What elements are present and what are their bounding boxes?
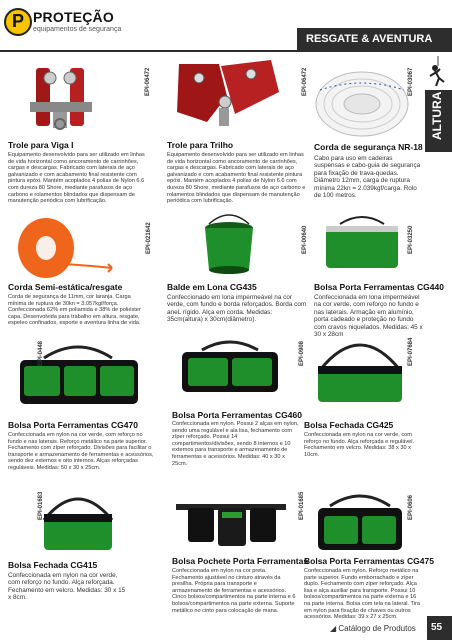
logo-mark	[4, 8, 32, 36]
logo-letter: P	[12, 11, 25, 31]
product-card	[166, 330, 305, 480]
header-divider	[0, 50, 452, 52]
product-title: Trole para Viga I	[8, 140, 74, 150]
page-number	[427, 616, 452, 640]
product-title: Bolsa Fechada CG425	[304, 420, 394, 430]
footer-label: Catálogo de Produtos	[338, 624, 416, 633]
product-title: Corda Semi-estática/resgate	[8, 282, 123, 292]
trolley-rail-image	[159, 56, 299, 136]
product-description: Confeccionada em lona impermeável na cor verde, com reforço no fundo e nas laterais. Armação em alumínio, porta cadeado e proteção no fundo com cravos niquelados. Medidas: 45 x 30 x 28cm	[314, 294, 423, 339]
product-code: EPI-06472	[302, 67, 308, 96]
product-card	[159, 206, 309, 326]
product-card	[4, 206, 154, 326]
product-title: Bolsa Porta Ferramentas CG440	[314, 282, 444, 292]
product-description: Corda de segurança de 11mm, cor laranja. Carga mínima de ruptura de 30kn = 3.057kgf/força. Confeccionada 62% em poliamida e 38% de poliéster capa. Desenvolvida para trabalho em altura, resgate, espeleo confinados, esporte e aventura linha de vida.	[8, 294, 141, 327]
product-description: Cabo para uso em cadeiras suspensas e cabo-guia de segurança para fixação de trava-quedas. Diâmetro 12mm, carga de ruptura mínima 22kn = 2.039kgf/carga. Rolo de 100 metros.	[314, 155, 421, 200]
product-description: Confeccionada em nylon. Reforço metálico na parte superior. Fundo emborrachado e zíper duplo. Fechamento com zíper reforçado. Alça lisa e alça auxiliar para transporte. Possui 10 bolsos/compartimentos na parte externa e 16 na parte interna. Bolsa com tela na lateral. Tira em nylon para fixação de chaves ou outros acessórios. Medidas: 39 x 27 x 25cm.	[304, 568, 420, 621]
product-description: Confeccionada em nylon na cor verde, com reforço no fundo. Alça reforçada e regulável. Fechamento em velcro. Medidas: 38 x 30 x 10cm.	[304, 432, 415, 458]
trolley-beam-image	[4, 56, 124, 136]
rope-coil-image	[310, 56, 414, 140]
product-card	[4, 56, 154, 206]
brand-logo	[4, 6, 122, 44]
product-card	[310, 206, 444, 339]
product-title: Bolsa Fechada CG415	[8, 560, 98, 570]
product-code: EPI-03067	[408, 67, 414, 96]
page-number-value: 55	[431, 622, 443, 633]
product-description: Confeccionada em nylon na cor verde, com reforço no fundo. Alça reforçada. Fechamento em velcro. Medidas: 30 x 15 x 8cm.	[8, 572, 126, 602]
product-description: Equipamento desenvolvido para ser utilizado em linhas de vida horizontal como ancoramento de carrinhões, cargas e descargas. Fabricado com laterais de aço galvanizado e com acabamento final resistente pintura epóxi. Mantém acoplados 4 polias de Nylon 6.6 com dureza 80 Shore, mediante parafusos de aço carbono e rolamentos blindados que dispensam de manutenção periódica com lubrificação.	[167, 152, 306, 205]
product-title: Balde em Lona CG435	[167, 282, 257, 292]
product-code: EPI-021642	[146, 222, 152, 254]
header	[0, 0, 452, 52]
product-title: Bolsa Porta Ferramentas CG460	[172, 410, 302, 420]
climber-icon	[427, 56, 449, 88]
product-code: EPI-06472	[145, 67, 151, 96]
product-code: EPI-01683	[38, 491, 44, 520]
product-code: EPI-03250	[408, 225, 414, 254]
footer-catalog-label	[330, 624, 416, 633]
product-description: Equipamento desenvolvido para ser utilizado em linhas de vida horizontal como ancoramento de carrinhões, cargas e descargas. Fabricado com laterais de aço galvanizado e com acabamento final resistente com pintura epóxi. Mantém acoplados 4 polias de Nylon 6.6 com dureza 80 Shore, mediante parafusos de aço carbono e rolamentos blindados que dispensam de manutenção periódica com lubrificação.	[8, 152, 145, 205]
product-code: EPI-07684	[408, 337, 414, 366]
closed-bag-cg415-image	[4, 484, 154, 556]
product-card	[159, 56, 309, 206]
product-card	[300, 330, 425, 480]
side-tab-label: ALTURA	[430, 91, 444, 140]
product-title: Corda de segurança NR-18	[314, 142, 423, 152]
section-title: RESGATE & AVENTURA	[306, 33, 433, 45]
product-title: Bolsa Porta Ferramentas CG475	[304, 556, 434, 566]
brand-tagline: equipamentos de segurança	[33, 26, 122, 33]
toolbag-cg470-image	[4, 330, 154, 415]
orange-rope-image	[4, 206, 134, 286]
product-code: EPI-01685	[299, 491, 305, 520]
product-description: Confeccionada em nylon na cor preta. Fechamento ajustável no cinturo através da presilha. Própria para transporte e armazenamento de ferramentas e acessórios. Cinco bolsos/compartimentos na parte interna e 6 bolsos/compartimentos na parte externa. Suporte metálico no cinto para colocação de mana.	[172, 568, 296, 614]
section-title-bar	[297, 28, 452, 50]
product-description: Confeccionado em lona impermeável na cor verde, com fundo e borda reforçados. Borda com aneL rígido. Alça em corda. Medidas: 35cm(altura) x 30cm(diâmetro).	[167, 294, 307, 324]
product-card	[166, 484, 309, 614]
toolbag-cg475-image	[300, 484, 420, 556]
product-card	[4, 330, 164, 480]
canvas-toolbag-image	[310, 206, 414, 276]
side-tab-altura	[425, 90, 452, 152]
chart-bars-icon: ◢	[330, 624, 339, 633]
canvas-bucket-image	[159, 206, 299, 276]
product-title: Bolsa Pochete Porta Ferramentas	[172, 556, 309, 566]
product-title: Trole para Trilho	[167, 140, 234, 150]
product-code: EPI-0908	[299, 340, 305, 366]
product-code: EPI-00640	[302, 225, 308, 254]
product-card	[4, 484, 164, 614]
pouch-belt-image	[166, 484, 296, 554]
product-title: Bolsa Porta Ferramentas CG470	[8, 420, 138, 430]
brand-name: PROTEÇÃO	[33, 9, 114, 25]
product-description: Confeccionada em nylon na cor verde, com reforço no fundo e nas laterais. Reforço metálico na parte superior. Fechamento com zíper reforçado. Divisões para facilitar o transporte e armazenamento de ferramentas e acessórios, sendo dez externos e oito internos. Alças reforçadas reguláveis. Medidas: 50 x 30 x 25cm.	[8, 432, 154, 471]
product-code: EPI-0448	[38, 340, 44, 366]
product-card	[300, 484, 434, 621]
closed-bag-cg425-image	[300, 330, 420, 410]
product-code: EPI-0606	[408, 494, 414, 520]
toolbag-cg460-image	[166, 330, 296, 400]
product-card	[310, 56, 425, 206]
product-description: Confeccionada em nylon. Possui 2 alças em nylon, sendo uma regulável e ala lisa, fechamento com zíper reforçado. Possui 14 compartimentos/divisões, sendo 8 internos e 10 externos para transporte e armazenamento de ferramentas e acessórios. Medidas: 40 x 30 x 25cm.	[172, 421, 299, 467]
